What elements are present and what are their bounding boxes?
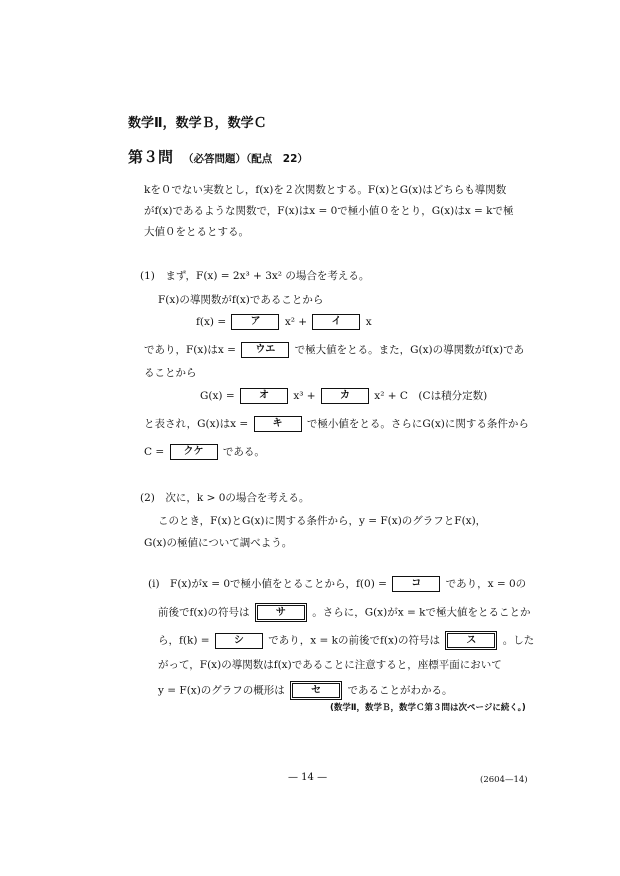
text: ら，f(k) = (158, 634, 210, 647)
answer-box-ko: コ (392, 576, 440, 592)
question-number: 第３問 (128, 148, 174, 166)
answer-box-kuke: クケ (170, 444, 218, 460)
answer-box-su: ス (445, 631, 497, 650)
text: 。さらに，G(x)がx = kで極大値をとることか (312, 606, 531, 619)
part2-i-text (158, 631, 534, 650)
page-number: — 14 — (288, 772, 328, 783)
part1-text (144, 416, 529, 432)
eq-text: x² + (284, 316, 308, 328)
text: で極小値をとる。さらにG(x)に関する条件から (306, 418, 529, 430)
text: C = (144, 446, 165, 458)
answer-box-o: オ (240, 388, 288, 404)
eq-text: x² + C (Cは積分定数) (374, 390, 488, 402)
text: であり，F(x)はx = (144, 344, 236, 356)
part2-i-text: がって，F(x)の導関数はf(x)であることに注意すると，座標平面において (158, 659, 502, 671)
answer-box-shi: シ (215, 633, 263, 649)
answer-box-ka: カ (321, 388, 369, 404)
eq-text: f(x) = (196, 316, 227, 328)
question-points: （必答問題）（配点 22） (183, 153, 308, 165)
eq-text: x (365, 316, 372, 328)
text: である。 (222, 446, 265, 458)
text: 前後でf(x)の符号は (158, 606, 250, 619)
intro-line: kを０でない実数とし，f(x)を２次関数とする。F(x)とG(x)はどちらも導関数 (144, 184, 507, 196)
subject-heading: 数学Ⅱ，数学Ｂ，数学Ｃ (128, 116, 267, 131)
intro-line: 大値０をとるとする。 (144, 226, 249, 238)
answer-box-ki: キ (254, 416, 302, 432)
question-title (128, 146, 308, 167)
part2-heading: (2) 次に，k > 0の場合を考える。 (140, 492, 310, 504)
answer-box-i: イ (312, 314, 360, 330)
part1-text (144, 342, 524, 358)
part1-text: ることから (144, 367, 197, 379)
text: y = F(x)のグラフの概形は (158, 684, 285, 697)
answer-box-a: ア (231, 314, 279, 330)
eq-text: x³ + (293, 390, 316, 402)
text: であり，x = 0の (445, 578, 527, 590)
part2-text: G(x)の極値について調べよう。 (144, 537, 293, 549)
answer-box-sa: サ (255, 603, 307, 622)
part1-text: F(x)の導関数がf(x)であることから (158, 294, 324, 306)
part2-i-text (158, 603, 530, 622)
answer-box-ue: ウエ (241, 342, 289, 358)
intro-paragraph (144, 180, 514, 243)
text: であることがわかる。 (347, 684, 453, 697)
text: 。した (502, 634, 535, 647)
continue-note: (数学Ⅱ，数学Ｂ，数学Ｃ第３問は次ページに続く。) (330, 703, 526, 713)
eq-text: G(x) = (200, 390, 235, 402)
part1-text (144, 444, 265, 460)
equation-g (200, 388, 487, 404)
text: で極大値をとる。また，G(x)の導関数がf(x)であ (294, 344, 525, 356)
text: (i) F(x)がx = 0で極小値をとることから，f(0) = (148, 578, 387, 590)
part1-heading: (1) まず，F(x) = 2x³ + 3x² の場合を考える。 (140, 270, 370, 282)
answer-box-se: セ (290, 681, 342, 700)
part2-text: このとき，F(x)とG(x)に関する条件から，y = F(x)のグラフとF(x)， (158, 515, 487, 527)
part2-i-text (148, 576, 526, 592)
equation-f (196, 314, 372, 330)
page-code: (2604—14) (480, 775, 528, 785)
text: であり，x = kの前後でf(x)の符号は (268, 634, 441, 647)
part2-i-text (158, 681, 453, 700)
text: と表され，G(x)はx = (144, 418, 249, 430)
intro-line: がf(x)であるような関数で，F(x)はx = 0で極小値０をとり，G(x)はx = kで極 (144, 205, 514, 217)
